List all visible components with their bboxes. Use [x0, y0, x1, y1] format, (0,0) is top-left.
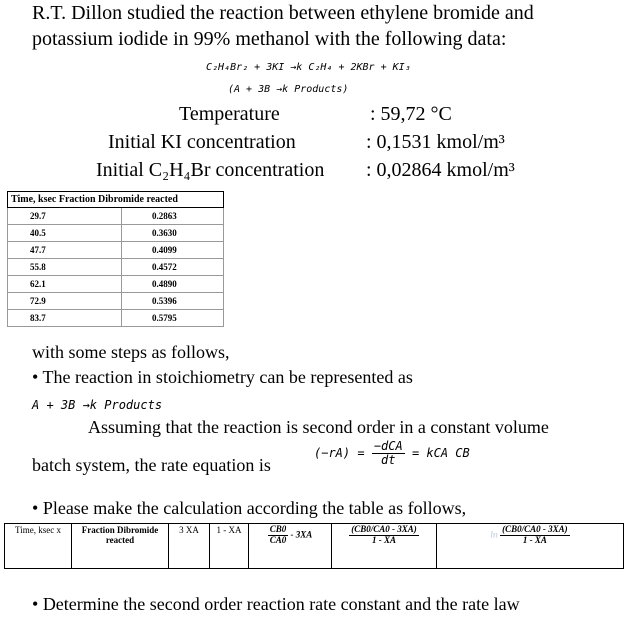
condition-temperature-value: : 59,72 °C	[370, 103, 452, 125]
step-1-text: • The reaction in stoichiometry can be represented as	[32, 367, 413, 388]
table-row	[8, 293, 224, 310]
time-cell: 47.7	[8, 242, 122, 259]
fraction-cell: 0.4890	[122, 276, 224, 293]
col-time: Time, ksec x	[5, 524, 72, 569]
condition-ki-label: Initial KI concentration	[108, 131, 296, 153]
fraction-cell: 0.5396	[122, 293, 224, 310]
fraction-cell: 0.5795	[122, 310, 224, 327]
step-3-text: • Please make the calculation according the table as follows,	[32, 498, 466, 519]
rate-lhs: (−rA) =	[314, 446, 365, 461]
col-cb0-ca0	[249, 524, 332, 569]
col-ln-prefix: ln	[490, 529, 498, 540]
condition-c2h4br-value: : 0,02864 kmol/m³	[366, 159, 515, 181]
table-row	[8, 225, 224, 242]
col-3xa: 3 XA	[169, 524, 210, 569]
time-cell: 40.5	[8, 225, 122, 242]
condition-temperature-label: Temperature	[179, 103, 280, 125]
reaction-simplified: (A + 3B →k Products)	[228, 84, 349, 95]
col-ratio-num: (CB0/CA0 - 3XA)	[351, 524, 417, 534]
data-table	[7, 191, 224, 327]
col-ca0-den: CA0	[269, 534, 287, 545]
table-row	[8, 259, 224, 276]
col-1-xa: 1 - XA	[210, 524, 249, 569]
col-cb0-tail: - 3XA	[290, 529, 313, 540]
rate-numerator: −dCA	[373, 439, 403, 453]
table-row	[8, 310, 224, 327]
data-table-header: Time, ksec Fraction Dibromide reacted	[8, 192, 224, 208]
time-cell: 83.7	[8, 310, 122, 327]
time-cell: 72.9	[8, 293, 122, 310]
col-ln-ratio	[437, 524, 624, 569]
intro-line-2: potassium iodide in 99% methanol with the following data:	[32, 28, 507, 50]
col-ratio	[332, 524, 437, 569]
col-fraction: Fraction Dibromide reacted	[72, 524, 169, 569]
fraction-cell: 0.4099	[122, 242, 224, 259]
col-ln-den: 1 - XA	[522, 534, 547, 545]
steps-intro: with some steps as follows,	[32, 342, 230, 362]
fraction-cell: 0.2863	[122, 208, 224, 225]
rate-fraction	[372, 440, 405, 467]
time-cell: 62.1	[8, 276, 122, 293]
fraction-cell: 0.4572	[122, 259, 224, 276]
rate-denominator: dt	[381, 453, 396, 468]
reaction-equation: C₂H₄Br₂ + 3KI →k C₂H₄ + 2KBr + KI₃	[206, 62, 411, 73]
step-1-equation: A + 3B →k Products	[32, 398, 163, 412]
col-cb0-num: CB0	[269, 524, 287, 534]
time-cell: 29.7	[8, 208, 122, 225]
col-ln-num: (CB0/CA0 - 3XA)	[502, 524, 568, 534]
rate-rhs: = kCA CB	[411, 446, 470, 461]
intro-line-1: R.T. Dillon studied the reaction between ethylene bromide and	[32, 2, 534, 24]
table-row	[8, 276, 224, 293]
col-ratio-den: 1 - XA	[371, 534, 396, 545]
calc-table	[4, 523, 624, 569]
condition-c2h4br-label: Initial C₂H₄Br concentration	[96, 159, 325, 181]
step-4-text: • Determine the second order reaction rate constant and the rate law	[32, 594, 520, 615]
table-row	[8, 208, 224, 225]
condition-ki-value: : 0,1531 kmol/m³	[366, 131, 505, 153]
fraction-cell: 0.3630	[122, 225, 224, 242]
step-2-line-b: batch system, the rate equation is	[32, 455, 271, 475]
rate-equation	[314, 440, 470, 467]
step-2-line-a: Assuming that the reaction is second order in a constant volume	[88, 417, 549, 437]
table-row	[8, 242, 224, 259]
time-cell: 55.8	[8, 259, 122, 276]
